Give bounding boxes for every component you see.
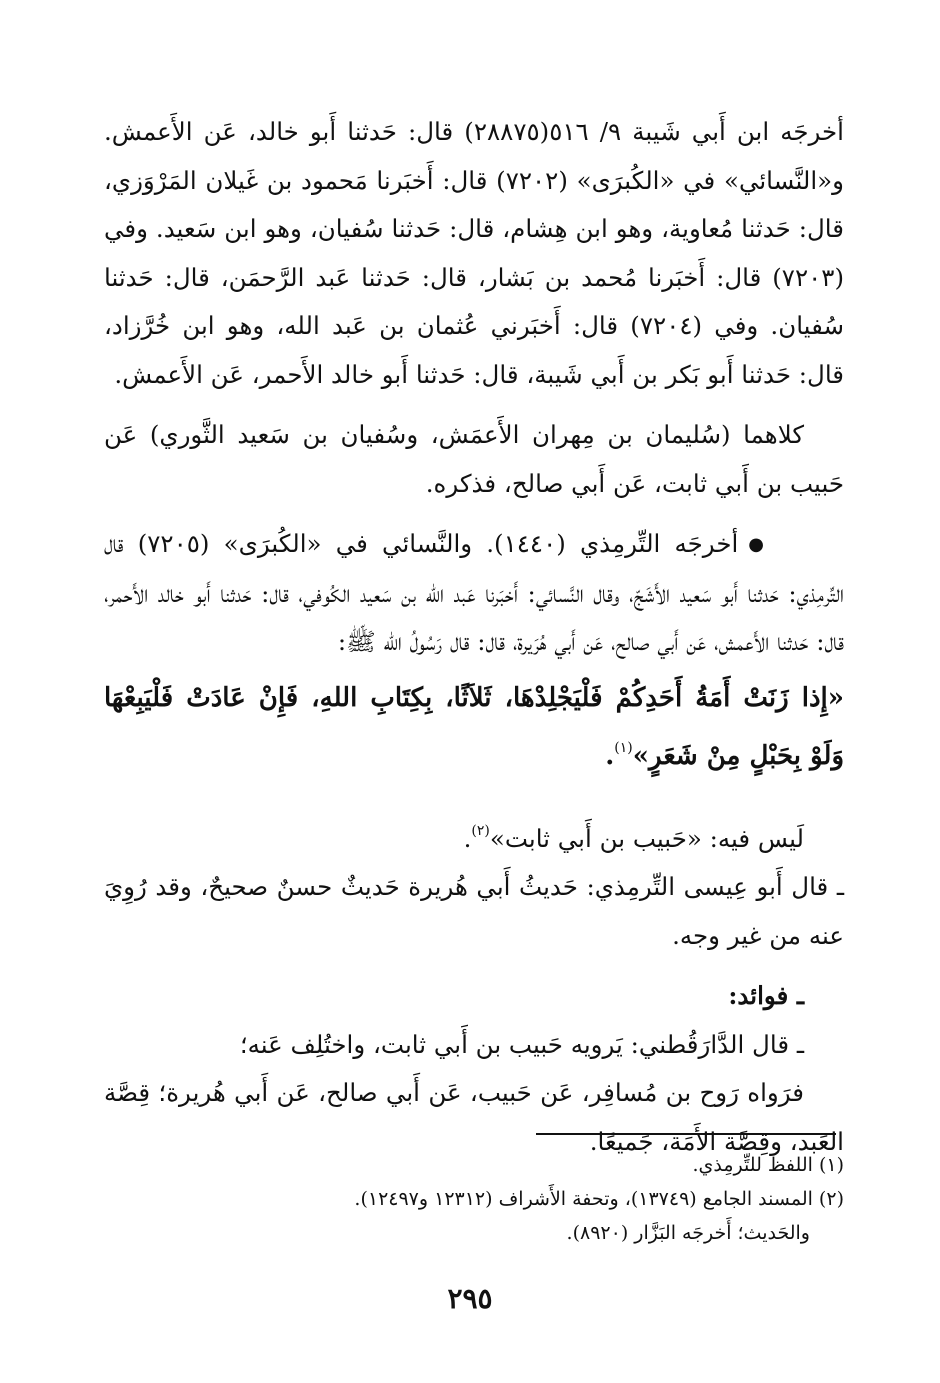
footnote-2-continuation: والحَديث؛ أَخرجَه البَزَّار (٨٩٢٠). [566, 1222, 810, 1244]
hadith-text [104, 673, 844, 781]
footnote-2: (٢) المسند الجامع (١٣٧٤٩)، وتحفة الأَشراف (١٢٣١٢ و١٢٤٩٧). [354, 1188, 844, 1210]
footnote-divider [536, 1133, 836, 1135]
paragraph-not-in-it-end: . [463, 823, 472, 853]
page-body [104, 108, 844, 1166]
bullet-icon: ● [748, 534, 764, 555]
page-number: ٢٩٥ [447, 1282, 493, 1315]
footnote-ref-2[interactable]: (٢) [471, 822, 490, 839]
paragraph-takhrij-tirmidhi [104, 520, 844, 667]
footnote-ref-1[interactable]: (١) [614, 739, 633, 756]
paragraph-rawh-narration: فرَواه رَوح بن مُسافِر، عَن حَبيب، عَن أَبي صالح، عَن أَبي هُريرة؛ قِصَّة العَبد، وقِصَّة الأَمَة، جَميعًا. [104, 1078, 844, 1156]
footnote-1: (١) اللفظ للتِّرمِذي. [692, 1154, 844, 1176]
footnotes [104, 1148, 844, 1250]
hadith-end: . [605, 740, 615, 771]
paragraph-not-in-it-text: لَيس فيه: «حَبيب بن أَبي ثابت» [489, 823, 804, 853]
section-heading-fawaid: ـ فوائد: [728, 981, 804, 1010]
paragraph-tirmidhi-verdict: ـ قال أَبو عِيسى التِّرمِذي: حَديثُ أَبي هُريرة حَديثٌ حسنٌ صحيحٌ، وقد رُوِيَ عنه من غير وجه. [104, 872, 844, 950]
paragraph-daraqutni: ـ قال الدَّارَقُطني: يَرويه حَبيب بن أَبي ثابت، واختُلِف عَنه؛ [239, 1029, 804, 1059]
paragraph-takhrij-ibn-abi-shaybah: أخرجَه ابن أَبي شَيبة ٩/ ٥١٦(٢٨٨٧٥) قال: حَدثنا أَبو خالد، عَن الأَعمش. و«النَّسائي» في «الكُبرَى» (٧٢٠٢) قال: أَخبَرنا مَحمود بن غَيلان المَرْوَزي، قال: حَدثنا مُعاوية، وهو ابن هِشام، قال: حَدثنا سُفيان، وهو ابن سَعيد. وفي (٧٢٠٣) قال: أَخبَرنا مُحمد بن بَشار، قال: حَدثنا عَبد الرَّحمَن، قال: حَدثنا سُفيان. وفي (٧٢٠٤) قال: أَخبَرني عُثمان بن عَبد الله، وهو ابن خُرَّزاد، قال: حَدثنا أَبو بَكر بن أَبي شَيبة، قال: حَدثنا أَبو خالد الأَحمر، عَن الأَعمش. [104, 117, 844, 389]
paragraph-both-narrators: كلاهما (سُليمان بن مِهران الأَعمَش، وسُفيان بن سَعيد الثَّوري) عَن حَبيب بن أَبي ثابت، عَن أَبي صالح، فذكره. [104, 420, 844, 498]
paragraph-takhrij-tirmidhi-text: أخرجَه التِّرمِذي (١٤٤٠). والنَّسائي في «الكُبرَى» (٧٢٠٥) قال التِّرمِذي: حَدثنا أَبو سَعيد الأَشَجّ، وقال النَّسائي: أَخبَرنا عَبد الله بن سَعيد الكُوفي، قال: حَدثنا أَبو خالد الأَحمر، قال: حَدثنا الأَعمش، عَن أَبي صالح، عَن أَبي هُرَيرة، قال: قال رَسُولُ الله ﷺ: [104, 529, 844, 656]
paragraph-not-in-it [104, 807, 844, 864]
hadith-matn: «إِذا زَنَتْ أَمَةُ أَحَدِكُمْ فَلْيَجْلِدْهَا، ثَلاَثًا، بِكِتَابِ اللهِ، فَإِنْ عَادَتْ فَلْيَبِعْهَا وَلَوْ بِحَبْلٍ مِنْ شَعَرٍ» [104, 682, 844, 771]
